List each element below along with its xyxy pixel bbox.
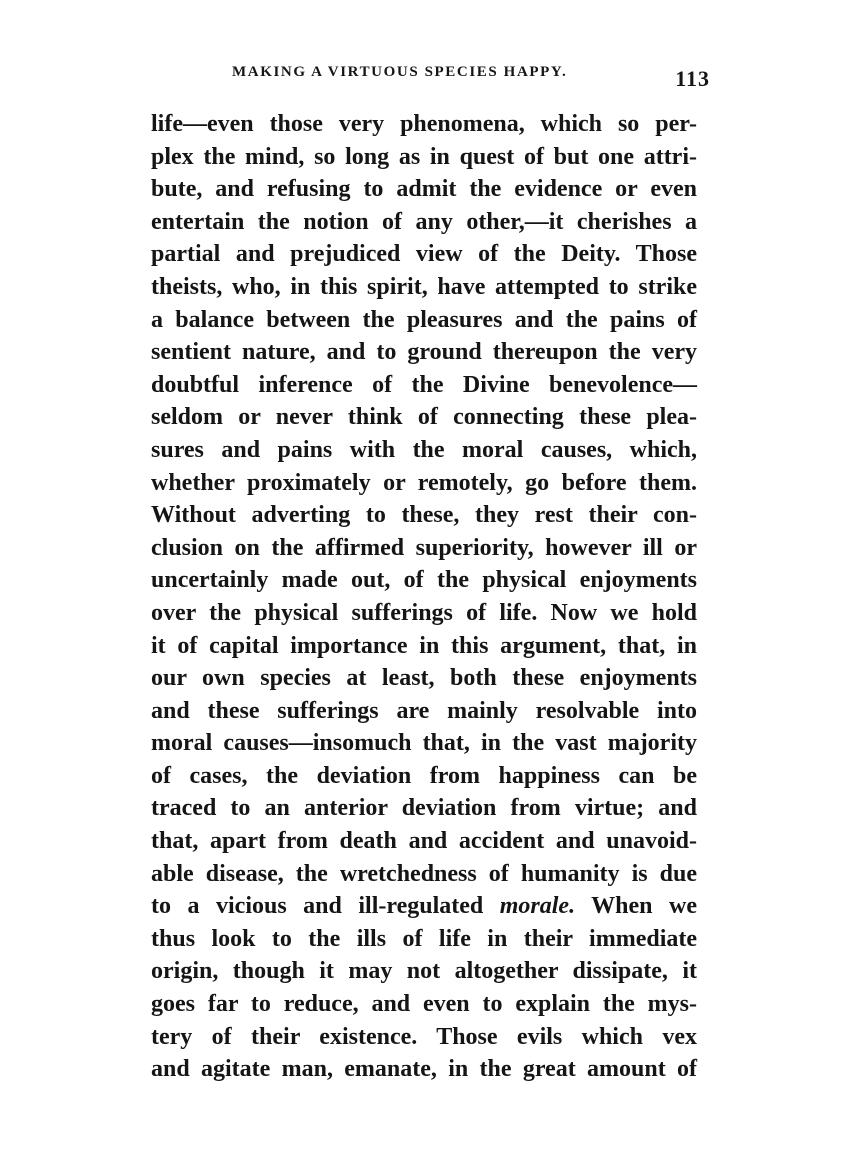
text-segment: to a vicious and ill-regulated: [151, 893, 500, 920]
text-line: uncertainly made out, of the physical enjoyments: [151, 567, 697, 594]
text-line: origin, though it may not altogether dissipate, it: [151, 958, 697, 985]
text-line: sures and pains with the moral causes, which,: [151, 436, 697, 463]
text-line: our own species at least, both these enjoyments: [151, 665, 697, 692]
text-line: of cases, the deviation from happiness can be: [151, 762, 697, 789]
text-line: over the physical sufferings of life. Now we hold: [151, 599, 697, 626]
text-segment: When we: [575, 893, 697, 920]
text-line: partial and prejudiced view of the Deity. Those: [151, 241, 697, 268]
text-line: a balance between the pleasures and the pains of: [151, 306, 697, 333]
text-line: Without adverting to these, they rest their con-: [151, 502, 697, 529]
text-line: tery of their existence. Those evils which vex: [151, 1023, 697, 1050]
text-line: bute, and refusing to admit the evidence or even: [151, 176, 697, 203]
text-line: plex the mind, so long as in quest of but one attri-: [151, 143, 697, 170]
text-line: traced to an anterior deviation from virtue; and: [151, 795, 697, 822]
text-line: entertain the notion of any other,—it cherishes a: [151, 208, 697, 235]
text-line: moral causes—insomuch that, in the vast majority: [151, 730, 697, 757]
text-line: able disease, the wretchedness of humanity is due: [151, 860, 697, 887]
body-paragraph: [151, 108, 697, 1086]
italic-word: morale.: [499, 893, 576, 920]
running-title: MAKING A VIRTUOUS SPECIES HAPPY.: [232, 64, 568, 80]
text-line: doubtful inference of the Divine benevolence—: [151, 371, 697, 398]
text-line: goes far to reduce, and even to explain the mys-: [151, 991, 697, 1018]
text-line: and agitate man, emanate, in the great amount of: [151, 1056, 697, 1083]
text-line: whether proximately or remotely, go before them.: [151, 469, 697, 496]
text-line-with-italic: [151, 890, 697, 923]
text-line: thus look to the ills of life in their immediate: [151, 925, 697, 952]
text-line: life—even those very phenomena, which so per-: [151, 111, 697, 137]
text-line: that, apart from death and accident and unavoid-: [151, 828, 697, 855]
running-header: [150, 64, 712, 90]
text-line: it of capital importance in this argument, that, in: [151, 632, 697, 659]
text-line: clusion on the affirmed superiority, however ill or: [151, 534, 697, 561]
text-line: sentient nature, and to ground thereupon the very: [151, 339, 697, 366]
page-number: 113: [675, 66, 710, 91]
text-line: seldom or never think of connecting these plea-: [151, 404, 697, 431]
text-line: theists, who, in this spirit, have attempted to strike: [151, 273, 697, 300]
text-line: and these sufferings are mainly resolvable into: [151, 697, 697, 724]
